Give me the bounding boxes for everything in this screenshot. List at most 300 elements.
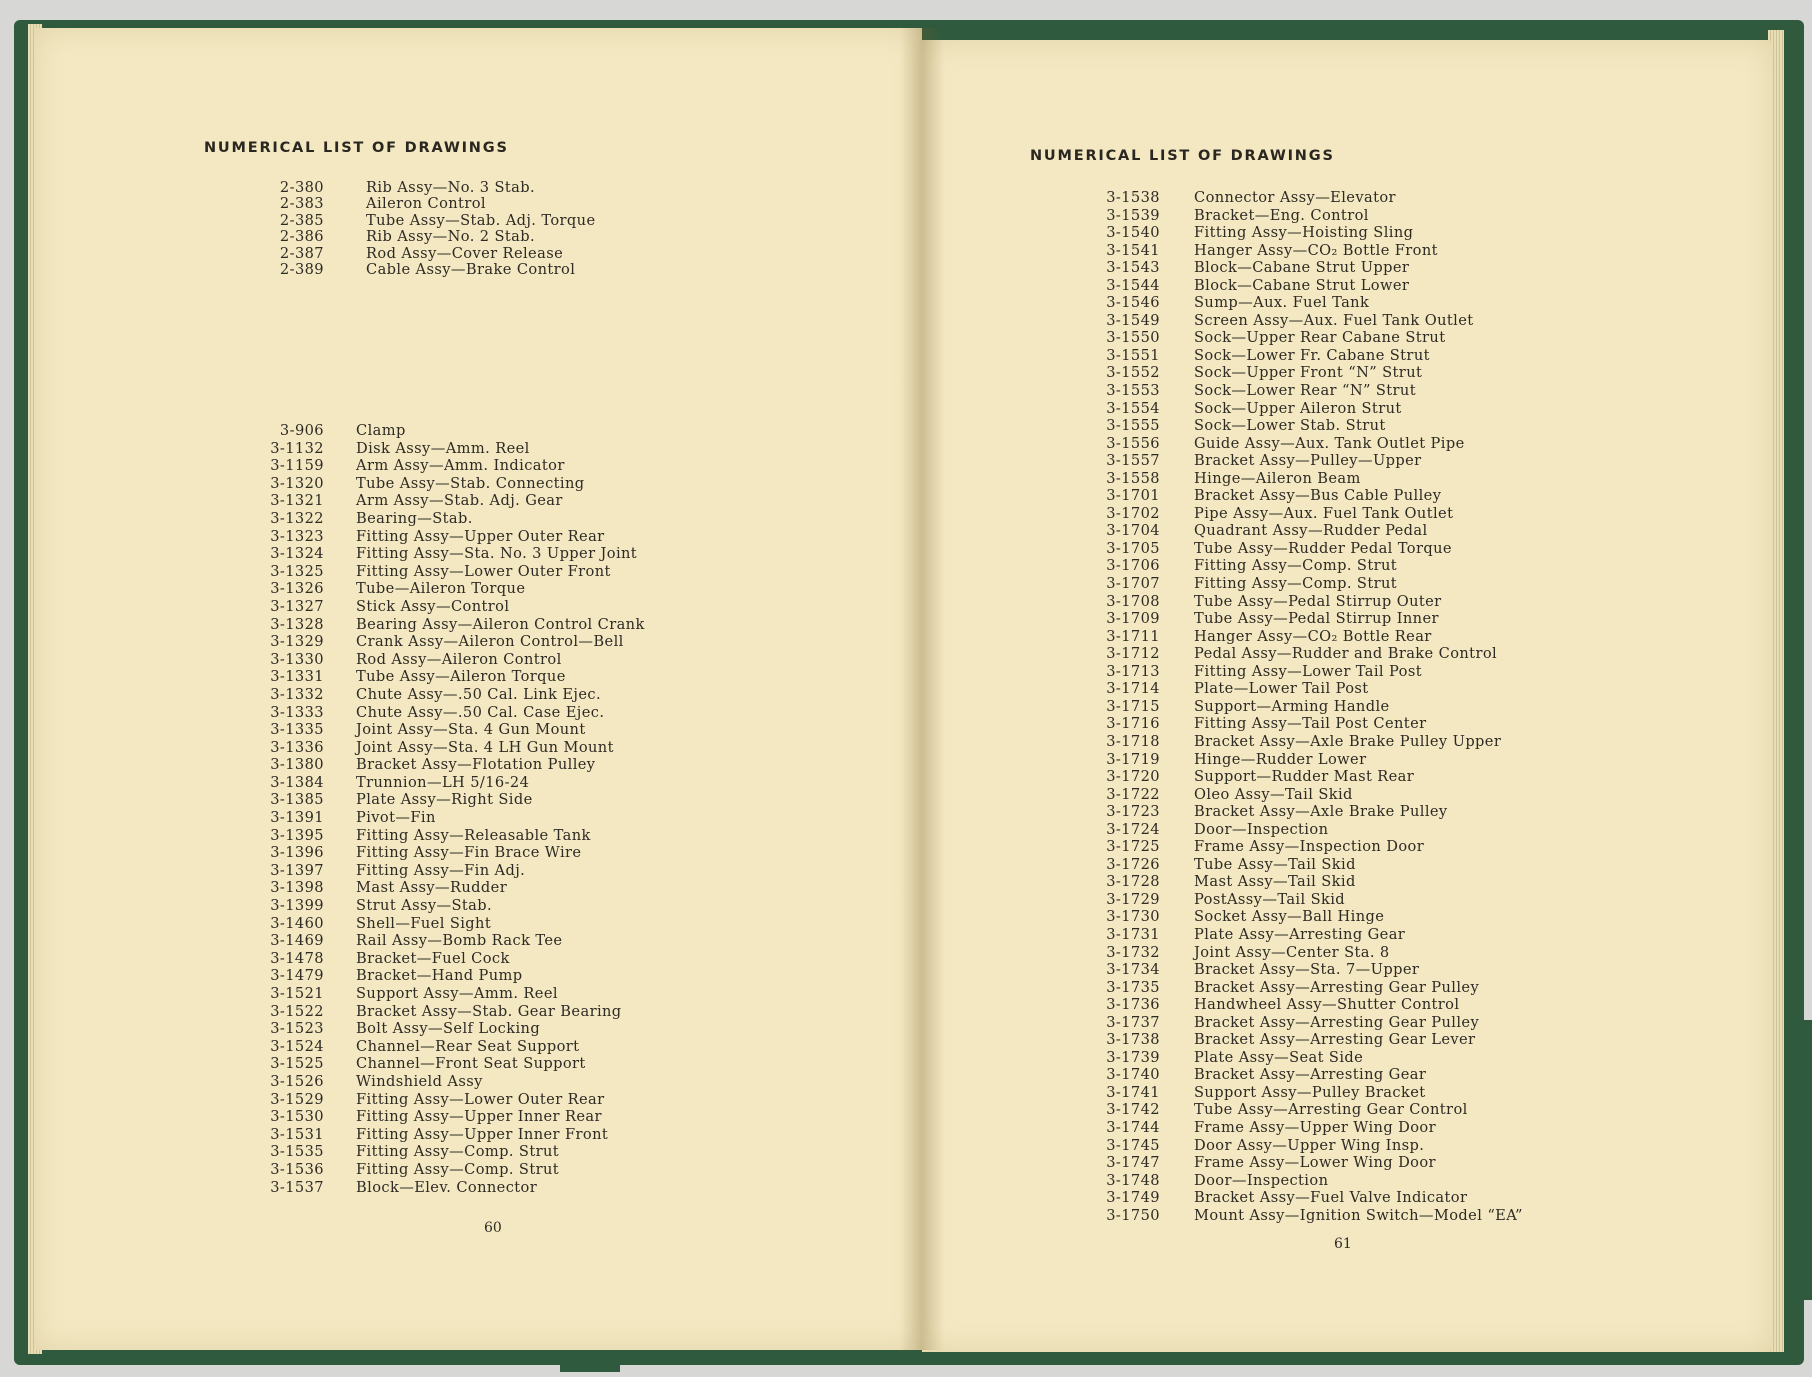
drawing-description: Channel—Rear Seat Support bbox=[356, 1037, 580, 1055]
drawing-description: Tube Assy—Pedal Stirrup Outer bbox=[1194, 592, 1442, 610]
drawing-number: 3-1716 bbox=[1106, 715, 1160, 733]
drawing-row bbox=[1098, 487, 1523, 505]
drawing-description: Bracket Assy—Stab. Gear Bearing bbox=[356, 1002, 622, 1020]
drawing-description: Mast Assy—Tail Skid bbox=[1194, 873, 1356, 891]
drawing-number: 3-1391 bbox=[270, 809, 324, 827]
drawing-number: 3-1460 bbox=[270, 914, 324, 932]
drawing-number: 3-1739 bbox=[1106, 1048, 1160, 1066]
drawing-number: 3-1725 bbox=[1106, 838, 1160, 856]
drawing-row bbox=[1098, 207, 1523, 225]
drawing-row bbox=[270, 229, 596, 245]
drawing-description: Mast Assy—Rudder bbox=[356, 879, 508, 897]
drawing-row bbox=[1098, 277, 1523, 295]
drawing-number: 3-1744 bbox=[1106, 1118, 1160, 1136]
drawing-description: Bracket—Eng. Control bbox=[1194, 206, 1369, 224]
drawing-row bbox=[1098, 312, 1523, 330]
drawing-number: 3-1557 bbox=[1106, 452, 1160, 470]
cover-tab-right bbox=[1790, 1020, 1812, 1300]
drawing-description: Bracket Assy—Arresting Gear Pulley bbox=[1194, 978, 1480, 996]
drawing-number: 3-1535 bbox=[270, 1143, 324, 1161]
drawing-description: Disk Assy—Amm. Reel bbox=[356, 439, 530, 457]
drawing-description: Sock—Lower Rear “N” Strut bbox=[1194, 382, 1416, 400]
drawing-row bbox=[1098, 435, 1523, 453]
drawing-row bbox=[1098, 768, 1523, 786]
drawing-row bbox=[264, 704, 645, 722]
drawing-row bbox=[264, 616, 645, 634]
drawing-number: 3-1543 bbox=[1106, 259, 1160, 277]
drawing-row bbox=[264, 440, 645, 458]
drawing-row bbox=[264, 1143, 645, 1161]
drawing-number: 3-1550 bbox=[1106, 329, 1160, 347]
drawing-row bbox=[1098, 417, 1523, 435]
drawing-row bbox=[264, 915, 645, 933]
drawing-number: 3-1714 bbox=[1106, 680, 1160, 698]
drawing-row bbox=[264, 1038, 645, 1056]
drawing-row bbox=[264, 739, 645, 757]
drawing-row bbox=[264, 1020, 645, 1038]
drawing-number: 3-1749 bbox=[1106, 1189, 1160, 1207]
drawing-row bbox=[264, 422, 645, 440]
drawing-description: Channel—Front Seat Support bbox=[356, 1055, 586, 1073]
drawing-description: Clamp bbox=[356, 422, 406, 439]
drawing-description: Fitting Assy—Comp. Strut bbox=[1194, 557, 1398, 575]
drawing-row bbox=[1098, 1119, 1523, 1137]
drawing-row bbox=[1098, 996, 1523, 1014]
drawing-description: Windshield Assy bbox=[356, 1072, 483, 1090]
drawing-number: 3-1731 bbox=[1106, 925, 1160, 943]
drawing-row bbox=[270, 180, 596, 196]
drawing-row bbox=[1098, 856, 1523, 874]
drawing-number: 3-1523 bbox=[270, 1020, 324, 1038]
drawing-row bbox=[264, 879, 645, 897]
drawing-row bbox=[264, 563, 645, 581]
drawing-description: Mount Assy—Ignition Switch—Model “EA” bbox=[1194, 1206, 1523, 1224]
drawing-row bbox=[1098, 1207, 1523, 1225]
drawing-number: 3-1537 bbox=[270, 1178, 324, 1196]
drawing-row bbox=[264, 897, 645, 915]
drawing-description: Bracket Assy—Flotation Pulley bbox=[356, 756, 596, 774]
drawing-row bbox=[270, 262, 596, 278]
drawing-description: Screen Assy—Aux. Fuel Tank Outlet bbox=[1194, 311, 1474, 329]
drawing-description: Quadrant Assy—Rudder Pedal bbox=[1194, 522, 1428, 540]
drawing-number: 3-1521 bbox=[270, 985, 324, 1002]
drawing-description: Chute Assy—.50 Cal. Case Ejec. bbox=[356, 703, 605, 721]
drawing-number: 3-1396 bbox=[270, 844, 324, 862]
drawing-number: 3-1522 bbox=[270, 1002, 324, 1020]
drawing-description: Arm Assy—Stab. Adj. Gear bbox=[356, 492, 563, 510]
drawing-number: 3-1708 bbox=[1106, 592, 1160, 610]
drawing-row bbox=[1098, 891, 1523, 909]
drawing-number: 3-1555 bbox=[1106, 417, 1160, 435]
drawing-description: Frame Assy—Inspection Door bbox=[1194, 838, 1425, 856]
drawing-description: Joint Assy—Sta. 4 Gun Mount bbox=[356, 721, 586, 739]
drawing-row bbox=[1098, 593, 1523, 611]
drawing-row bbox=[1098, 242, 1523, 260]
drawing-number: 3-1328 bbox=[270, 615, 324, 633]
drawing-description: Connector Assy—Elevator bbox=[1194, 189, 1396, 206]
drawing-description: Bracket Assy—Bus Cable Pulley bbox=[1194, 487, 1442, 505]
drawing-number: 3-1325 bbox=[270, 562, 324, 580]
drawing-row bbox=[264, 1108, 645, 1126]
drawing-description: Cable Assy—Brake Control bbox=[366, 260, 576, 278]
drawing-row bbox=[1098, 751, 1523, 769]
drawing-description: Arm Assy—Amm. Indicator bbox=[356, 457, 565, 475]
drawing-row bbox=[1098, 557, 1523, 575]
drawing-row bbox=[264, 1003, 645, 1021]
drawing-description: Aileron Control bbox=[366, 195, 486, 213]
drawing-description: Sump—Aux. Fuel Tank bbox=[1194, 294, 1370, 312]
drawing-row bbox=[1098, 645, 1523, 663]
drawing-row bbox=[1098, 610, 1523, 628]
drawing-row bbox=[1098, 680, 1523, 698]
drawing-row bbox=[1098, 944, 1523, 962]
drawing-number: 3-1734 bbox=[1106, 961, 1160, 979]
drawing-row bbox=[1098, 786, 1523, 804]
drawing-number: 3-1732 bbox=[1106, 943, 1160, 961]
drawing-description: Bracket Assy—Arresting Gear Lever bbox=[1194, 1031, 1476, 1049]
drawing-description: Handwheel Assy—Shutter Control bbox=[1194, 996, 1460, 1014]
drawing-description: Joint Assy—Sta. 4 LH Gun Mount bbox=[356, 738, 614, 756]
drawing-description: Hanger Assy—CO₂ Bottle Front bbox=[1194, 241, 1438, 259]
drawing-row bbox=[1098, 698, 1523, 716]
drawing-description: Support—Arming Handle bbox=[1194, 697, 1390, 715]
drawing-row bbox=[1098, 628, 1523, 646]
drawing-row bbox=[1098, 1049, 1523, 1067]
drawing-description: Bracket Assy—Axle Brake Pulley bbox=[1194, 803, 1448, 821]
drawing-description: Fitting Assy—Releasable Tank bbox=[356, 826, 591, 844]
drawing-description: Rail Assy—Bomb Rack Tee bbox=[356, 932, 563, 950]
drawing-number: 3-906 bbox=[279, 422, 324, 439]
drawing-row bbox=[264, 1091, 645, 1109]
drawing-number: 3-1750 bbox=[1106, 1206, 1160, 1224]
drawing-row bbox=[1098, 540, 1523, 558]
drawing-number: 3-1712 bbox=[1106, 645, 1160, 663]
drawing-number: 3-1395 bbox=[270, 826, 324, 844]
drawing-description: Rod Assy—Cover Release bbox=[366, 244, 564, 262]
drawing-number: 2-386 bbox=[279, 228, 324, 246]
drawing-row bbox=[264, 1126, 645, 1144]
drawing-row bbox=[264, 475, 645, 493]
drawing-row bbox=[264, 510, 645, 528]
drawing-description: Tube Assy—Aileron Torque bbox=[356, 668, 566, 686]
drawing-number: 3-1541 bbox=[1106, 241, 1160, 259]
drawing-number: 2-387 bbox=[279, 244, 324, 262]
drawing-number: 3-1742 bbox=[1106, 1101, 1160, 1119]
drawing-description: Fitting Assy—Upper Outer Rear bbox=[356, 527, 605, 545]
drawing-description: Block—Cabane Strut Lower bbox=[1194, 276, 1410, 294]
drawing-description: Bearing Assy—Aileron Control Crank bbox=[356, 615, 645, 633]
drawing-row bbox=[1098, 382, 1523, 400]
drawing-row bbox=[1098, 1084, 1523, 1102]
drawing-description: Shell—Fuel Sight bbox=[356, 914, 492, 932]
drawing-number: 3-1320 bbox=[270, 474, 324, 492]
drawing-number: 3-1479 bbox=[270, 967, 324, 985]
drawing-description: Bracket—Hand Pump bbox=[356, 967, 523, 985]
drawing-description: Frame Assy—Lower Wing Door bbox=[1194, 1154, 1436, 1172]
left-page-heading: NUMERICAL LIST OF DRAWINGS bbox=[204, 140, 509, 156]
drawing-number: 3-1553 bbox=[1106, 382, 1160, 400]
drawing-description: Tube Assy—Arresting Gear Control bbox=[1194, 1101, 1468, 1119]
drawing-row bbox=[264, 598, 645, 616]
drawing-row bbox=[1098, 505, 1523, 523]
drawing-row bbox=[1098, 926, 1523, 944]
drawing-row bbox=[1098, 1101, 1523, 1119]
drawing-row bbox=[1098, 522, 1523, 540]
drawing-number: 3-1539 bbox=[1106, 206, 1160, 224]
drawing-description: Strut Assy—Stab. bbox=[356, 897, 493, 915]
drawing-description: Bracket Assy—Sta. 7—Upper bbox=[1194, 961, 1420, 979]
drawing-description: Bracket Assy—Pulley—Upper bbox=[1194, 452, 1422, 470]
drawing-row bbox=[270, 213, 596, 229]
drawing-row bbox=[1098, 1066, 1523, 1084]
drawing-row bbox=[1098, 1014, 1523, 1032]
drawing-description: Bracket Assy—Axle Brake Pulley Upper bbox=[1194, 732, 1502, 750]
drawing-row bbox=[264, 1179, 645, 1197]
drawing-number: 3-1322 bbox=[270, 509, 324, 527]
drawing-description: Fitting Assy—Comp. Strut bbox=[356, 1143, 560, 1161]
drawing-description: Plate—Lower Tail Post bbox=[1194, 680, 1369, 698]
drawing-number: 3-1329 bbox=[270, 633, 324, 651]
drawing-row bbox=[1098, 733, 1523, 751]
drawing-description: Hinge—Rudder Lower bbox=[1194, 750, 1367, 768]
drawing-row bbox=[264, 844, 645, 862]
drawing-number: 3-1736 bbox=[1106, 996, 1160, 1014]
drawing-number: 2-385 bbox=[279, 211, 324, 229]
drawing-description: Hanger Assy—CO₂ Bottle Rear bbox=[1194, 627, 1432, 645]
drawing-number: 3-1722 bbox=[1106, 785, 1160, 803]
drawing-description: Pedal Assy—Rudder and Brake Control bbox=[1194, 645, 1498, 663]
drawing-number: 2-380 bbox=[279, 179, 324, 196]
drawing-row bbox=[264, 950, 645, 968]
drawing-number: 3-1478 bbox=[270, 949, 324, 967]
cover-tab-bottom-left bbox=[560, 1350, 620, 1372]
drawing-number: 3-1748 bbox=[1106, 1171, 1160, 1189]
drawing-description: Door—Inspection bbox=[1194, 1171, 1329, 1189]
left-page-number: 60 bbox=[484, 1220, 502, 1236]
drawing-number: 3-1326 bbox=[270, 580, 324, 598]
drawing-number: 3-1549 bbox=[1106, 311, 1160, 329]
drawing-description: Door Assy—Upper Wing Insp. bbox=[1194, 1136, 1425, 1154]
drawing-number: 3-1540 bbox=[1106, 224, 1160, 242]
drawing-row bbox=[1098, 821, 1523, 839]
drawing-number: 3-1554 bbox=[1106, 399, 1160, 417]
drawing-description: Plate Assy—Right Side bbox=[356, 791, 533, 809]
right-page-number: 61 bbox=[1334, 1236, 1352, 1252]
drawing-number: 3-1530 bbox=[270, 1108, 324, 1126]
drawing-description: Support Assy—Pulley Bracket bbox=[1194, 1083, 1426, 1101]
drawing-row bbox=[264, 633, 645, 651]
drawing-row bbox=[1098, 1137, 1523, 1155]
drawing-row bbox=[1098, 575, 1523, 593]
drawing-number: 3-1735 bbox=[1106, 978, 1160, 996]
drawing-row bbox=[264, 457, 645, 475]
drawing-description: Crank Assy—Aileron Control—Bell bbox=[356, 633, 624, 651]
drawing-number: 3-1529 bbox=[270, 1090, 324, 1108]
drawing-row bbox=[264, 932, 645, 950]
drawing-number: 3-1747 bbox=[1106, 1154, 1160, 1172]
drawing-number: 3-1728 bbox=[1106, 873, 1160, 891]
drawing-number: 3-1397 bbox=[270, 861, 324, 879]
drawing-description: Plate Assy—Arresting Gear bbox=[1194, 925, 1406, 943]
drawing-row bbox=[264, 1073, 645, 1091]
drawing-number: 3-1707 bbox=[1106, 575, 1160, 593]
drawing-description: Tube Assy—Tail Skid bbox=[1194, 855, 1356, 873]
drawing-row bbox=[1098, 294, 1523, 312]
drawing-row bbox=[264, 721, 645, 739]
drawing-description: Plate Assy—Seat Side bbox=[1194, 1048, 1364, 1066]
drawing-description: Fitting Assy—Lower Outer Rear bbox=[356, 1090, 605, 1108]
left-drawing-list-group-b bbox=[264, 422, 645, 1196]
drawing-description: Fitting Assy—Hoisting Sling bbox=[1194, 224, 1414, 242]
drawing-description: Bearing—Stab. bbox=[356, 509, 473, 527]
drawing-description: Frame Assy—Upper Wing Door bbox=[1194, 1118, 1436, 1136]
drawing-number: 3-1469 bbox=[270, 932, 324, 950]
drawing-description: Tube Assy—Rudder Pedal Torque bbox=[1194, 539, 1452, 557]
drawing-number: 3-1384 bbox=[270, 773, 324, 791]
drawing-description: Stick Assy—Control bbox=[356, 597, 510, 615]
drawing-description: Fitting Assy—Sta. No. 3 Upper Joint bbox=[356, 545, 638, 563]
drawing-description: Sock—Upper Aileron Strut bbox=[1194, 399, 1402, 417]
drawing-row bbox=[264, 827, 645, 845]
drawing-row bbox=[1098, 224, 1523, 242]
drawing-number: 3-1526 bbox=[270, 1072, 324, 1090]
drawing-row bbox=[264, 1055, 645, 1073]
drawing-number: 3-1723 bbox=[1106, 803, 1160, 821]
drawing-description: Fitting Assy—Upper Inner Rear bbox=[356, 1108, 602, 1126]
drawing-number: 3-1333 bbox=[270, 703, 324, 721]
cover-tab-bottom-right bbox=[920, 1350, 1780, 1364]
drawing-description: Hinge—Aileron Beam bbox=[1194, 469, 1361, 487]
drawing-row bbox=[264, 651, 645, 669]
drawing-number: 3-1324 bbox=[270, 545, 324, 563]
drawing-number: 3-1524 bbox=[270, 1037, 324, 1055]
drawing-description: PostAssy—Tail Skid bbox=[1194, 890, 1346, 908]
drawing-row bbox=[264, 668, 645, 686]
drawing-row bbox=[1098, 470, 1523, 488]
drawing-number: 3-1705 bbox=[1106, 539, 1160, 557]
drawing-number: 3-1399 bbox=[270, 897, 324, 915]
drawing-description: Fitting Assy—Fin Adj. bbox=[356, 861, 526, 879]
drawing-description: Sock—Lower Fr. Cabane Strut bbox=[1194, 346, 1430, 364]
drawing-row bbox=[1098, 803, 1523, 821]
drawing-row bbox=[264, 862, 645, 880]
drawing-description: Joint Assy—Center Sta. 8 bbox=[1194, 943, 1390, 961]
drawing-row bbox=[1098, 663, 1523, 681]
drawing-number: 3-1741 bbox=[1106, 1083, 1160, 1101]
drawing-number: 3-1544 bbox=[1106, 276, 1160, 294]
drawing-description: Pipe Assy—Aux. Fuel Tank Outlet bbox=[1194, 504, 1454, 522]
drawing-description: Support Assy—Amm. Reel bbox=[356, 985, 558, 1002]
drawing-number: 3-1380 bbox=[270, 756, 324, 774]
drawing-description: Bracket Assy—Fuel Valve Indicator bbox=[1194, 1189, 1468, 1207]
drawing-description: Block—Elev. Connector bbox=[356, 1178, 538, 1196]
drawing-number: 3-1715 bbox=[1106, 697, 1160, 715]
drawing-row bbox=[264, 545, 645, 563]
drawing-number: 3-1730 bbox=[1106, 908, 1160, 926]
drawing-number: 3-1558 bbox=[1106, 469, 1160, 487]
drawing-row bbox=[264, 791, 645, 809]
drawing-number: 3-1718 bbox=[1106, 732, 1160, 750]
drawing-row bbox=[1098, 400, 1523, 418]
drawing-number: 3-1323 bbox=[270, 527, 324, 545]
drawing-number: 3-1709 bbox=[1106, 610, 1160, 628]
drawing-number: 3-1726 bbox=[1106, 855, 1160, 873]
drawing-number: 3-1335 bbox=[270, 721, 324, 739]
drawing-description: Support—Rudder Mast Rear bbox=[1194, 768, 1415, 786]
drawing-description: Bracket Assy—Arresting Gear Pulley bbox=[1194, 1013, 1480, 1031]
drawing-row bbox=[264, 809, 645, 827]
drawing-description: Fitting Assy—Upper Inner Front bbox=[356, 1125, 609, 1143]
drawing-number: 3-1720 bbox=[1106, 768, 1160, 786]
drawing-number: 3-1702 bbox=[1106, 504, 1160, 522]
drawing-row bbox=[1098, 364, 1523, 382]
drawing-row bbox=[1098, 1031, 1523, 1049]
drawing-row bbox=[1098, 259, 1523, 277]
drawing-number: 3-1711 bbox=[1106, 627, 1160, 645]
right-drawing-list bbox=[1098, 189, 1523, 1224]
drawing-row bbox=[1098, 908, 1523, 926]
drawing-number: 3-1321 bbox=[270, 492, 324, 510]
left-drawing-list-group-a bbox=[270, 180, 596, 278]
drawing-row bbox=[1098, 979, 1523, 997]
drawing-number: 3-1159 bbox=[270, 457, 324, 475]
drawing-row bbox=[264, 985, 645, 1003]
drawing-description: Fitting Assy—Lower Tail Post bbox=[1194, 662, 1422, 680]
drawing-number: 3-1706 bbox=[1106, 557, 1160, 575]
drawing-row bbox=[1098, 452, 1523, 470]
drawing-row bbox=[1098, 961, 1523, 979]
drawing-description: Sock—Upper Rear Cabane Strut bbox=[1194, 329, 1446, 347]
drawing-number: 3-1738 bbox=[1106, 1031, 1160, 1049]
drawing-description: Tube Assy—Stab. Adj. Torque bbox=[366, 211, 596, 229]
drawing-description: Rib Assy—No. 3 Stab. bbox=[366, 179, 536, 196]
drawing-row bbox=[264, 756, 645, 774]
drawing-number: 3-1132 bbox=[270, 439, 324, 457]
drawing-description: Fitting Assy—Lower Outer Front bbox=[356, 562, 611, 580]
drawing-row bbox=[264, 528, 645, 546]
drawing-number: 3-1336 bbox=[270, 738, 324, 756]
drawing-description: Block—Cabane Strut Upper bbox=[1194, 259, 1410, 277]
drawing-description: Bracket Assy—Arresting Gear bbox=[1194, 1066, 1427, 1084]
drawing-row bbox=[1098, 189, 1523, 207]
drawing-row bbox=[270, 196, 596, 212]
drawing-description: Fitting Assy—Comp. Strut bbox=[1194, 575, 1398, 593]
drawing-row bbox=[264, 774, 645, 792]
drawing-description: Trunnion—LH 5/16-24 bbox=[356, 773, 530, 791]
drawing-description: Bracket—Fuel Cock bbox=[356, 949, 510, 967]
drawing-number: 3-1737 bbox=[1106, 1013, 1160, 1031]
drawing-number: 3-1538 bbox=[1106, 189, 1160, 206]
drawing-number: 3-1536 bbox=[270, 1160, 324, 1178]
drawing-description: Fitting Assy—Fin Brace Wire bbox=[356, 844, 582, 862]
drawing-row bbox=[1098, 873, 1523, 891]
drawing-number: 3-1719 bbox=[1106, 750, 1160, 768]
drawing-description: Oleo Assy—Tail Skid bbox=[1194, 785, 1353, 803]
drawing-row bbox=[1098, 1189, 1523, 1207]
drawing-row bbox=[1098, 347, 1523, 365]
drawing-description: Sock—Upper Front “N” Strut bbox=[1194, 364, 1423, 382]
drawing-description: Rib Assy—No. 2 Stab. bbox=[366, 228, 536, 246]
drawing-row bbox=[1098, 1172, 1523, 1190]
drawing-description: Bolt Assy—Self Locking bbox=[356, 1020, 541, 1038]
drawing-number: 3-1704 bbox=[1106, 522, 1160, 540]
drawing-number: 3-1398 bbox=[270, 879, 324, 897]
book-gutter bbox=[900, 28, 944, 1350]
drawing-row bbox=[1098, 715, 1523, 733]
drawing-description: Fitting Assy—Comp. Strut bbox=[356, 1160, 560, 1178]
drawing-row bbox=[1098, 329, 1523, 347]
drawing-description: Door—Inspection bbox=[1194, 820, 1329, 838]
